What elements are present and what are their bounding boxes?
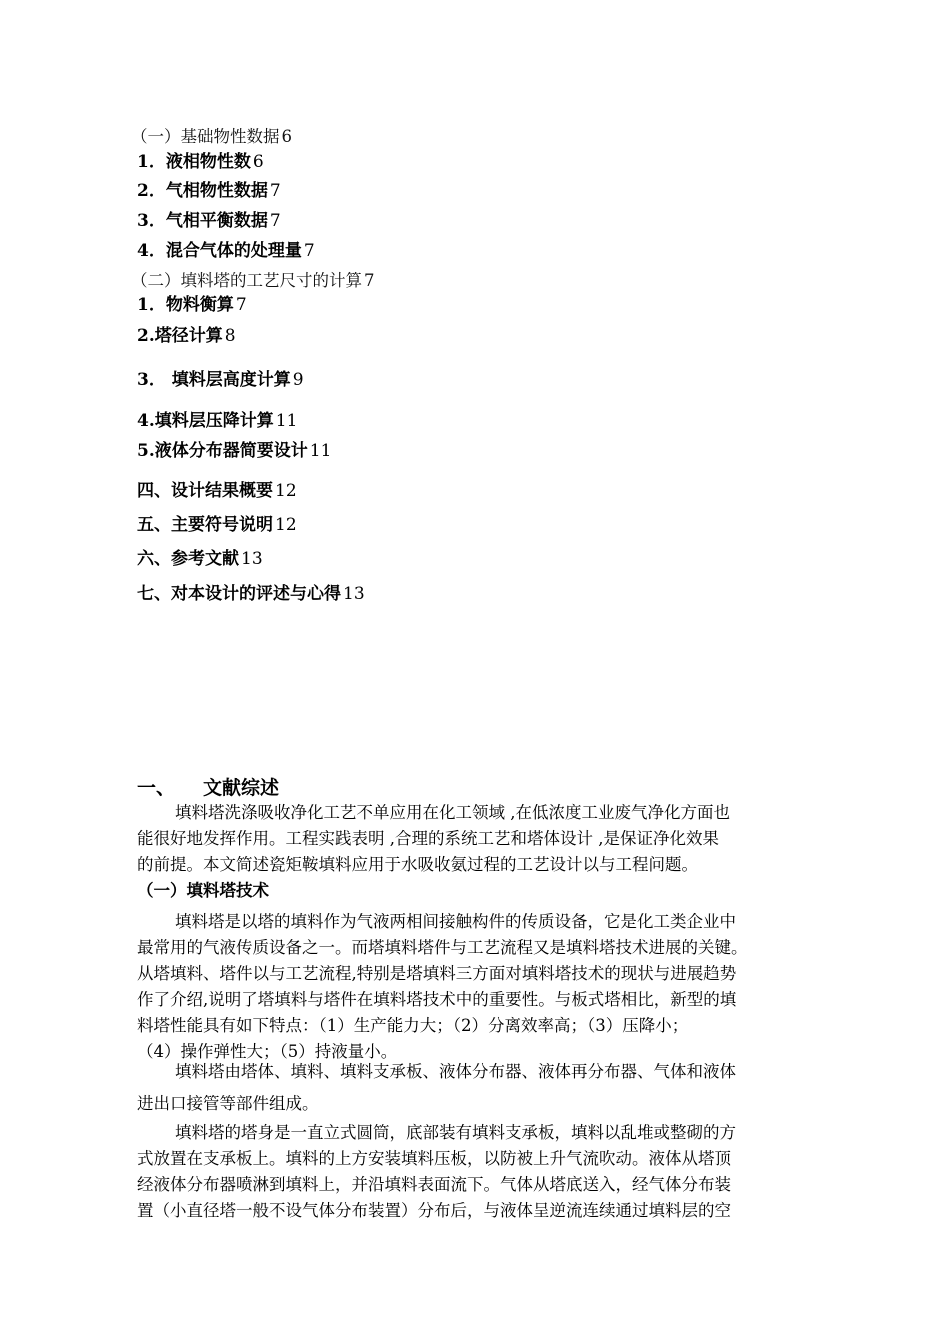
packed-tower-paragraph	[137, 909, 833, 1065]
intro-paragraph	[137, 800, 833, 878]
toc-page-number: 9	[292, 370, 304, 390]
toc-page-number: 13	[343, 584, 365, 604]
toc-page-number: 8	[224, 326, 236, 346]
paragraph-line: 的前提。本文简述瓷矩鞍填料应用于水吸收氨过程的工艺设计以与工程问题。	[137, 855, 698, 874]
toc-entry-liquid-properties[interactable]: 1．液相物性数 6	[137, 152, 264, 172]
section-title: 文献综述	[203, 777, 280, 799]
paragraph-line: 式放置在支承板上。填料的上方安装填料压板，以防被上升气流吹动。液体从塔顶	[137, 1149, 731, 1168]
toc-entry-liquid-distributor[interactable]: 5.液体分布器简要设计 11	[137, 441, 332, 461]
paragraph-line: 进出口接管等部件组成。	[137, 1094, 319, 1113]
toc-page-number: 6	[281, 127, 292, 146]
paragraph-line: 置（小直径塔一般不设气体分布装置）分布后，与液体呈逆流连续通过填料层的空	[137, 1201, 731, 1220]
toc-entry-gas-properties[interactable]: 2．气相物性数据 7	[137, 181, 281, 201]
tower-body-paragraph	[137, 1120, 833, 1224]
paragraph-line: 料塔性能具有如下特点：（1）生产能力大；（2）分离效率高；（3）压降小；	[137, 1016, 689, 1035]
toc-page-number: 13	[241, 549, 263, 569]
subsection-heading: （一）填料塔技术	[137, 881, 269, 900]
toc-page-number: 12	[275, 481, 297, 501]
toc-entry-gas-equilibrium[interactable]: 3．气相平衡数据 7	[137, 211, 281, 231]
toc-entry-review[interactable]: 七、对本设计的评述与心得 13	[137, 584, 365, 604]
paragraph-line: 最常用的气液传质设备之一。而塔填料塔件与工艺流程又是填料塔技术进展的关键。	[137, 938, 748, 957]
toc-page-number: 11	[309, 441, 332, 461]
section-heading	[137, 773, 279, 800]
toc-entry-references[interactable]: 六、参考文献 13	[137, 549, 263, 569]
toc-entry-gas-flow[interactable]: 4．混合气体的处理量 7	[137, 241, 315, 261]
paragraph-line: 填料塔由塔体、填料、填料支承板、液体分布器、液体再分布器、气体和液体	[175, 1062, 736, 1081]
toc-entry-design-summary[interactable]: 四、设计结果概要 12	[137, 481, 297, 501]
toc-entry-pressure-drop[interactable]: 4.填料层压降计算 11	[137, 411, 298, 431]
toc-page-number: 12	[275, 515, 297, 535]
paragraph-line: 作了介绍,说明了塔填料与塔件在填料塔技术中的重要性。与板式塔相比，新型的填	[137, 990, 737, 1009]
toc-page-number: 11	[275, 411, 298, 431]
paragraph-line: 经液体分布器喷淋到填料上，并沿填料表面流下。气体从塔底送入，经气体分布装	[137, 1175, 731, 1194]
paragraph-line: 填料塔洗涤吸收净化工艺不单应用在化工领域 ,在低浓度工业废气净化方面也	[175, 803, 730, 822]
paragraph-line: 填料塔是以塔的填料作为气液两相间接触构件的传质设备，它是化工类企业中	[175, 912, 736, 931]
toc-entry-basic-properties[interactable]: （一）基础物性数据 6	[131, 127, 292, 146]
paragraph-line: 能很好地发挥作用。工程实践表明 ,合理的系统工艺和塔体设计 ,是保证净化效果	[137, 829, 719, 848]
toc-entry-material-balance[interactable]: 1．物料衡算 7	[137, 295, 247, 315]
toc-page-number: 7	[303, 241, 315, 261]
toc-page-number: 7	[235, 295, 247, 315]
toc-entry-process-dimensions[interactable]: （二）填料塔的工艺尺寸的计算 7	[131, 271, 375, 290]
paragraph-line: 从塔填料、塔件以与工艺流程,特别是塔填料三方面对填料塔技术的现状与进展趋势	[137, 964, 737, 983]
toc-page-number: 6	[252, 152, 264, 172]
paragraph-line: （4）操作弹性大；（5）持液量小。	[137, 1042, 398, 1061]
paragraph-line: 填料塔的塔身是一直立式圆筒，底部装有填料支承板，填料以乱堆或整砌的方	[175, 1123, 736, 1142]
toc-page-number: 7	[269, 211, 281, 231]
toc-page-number: 7	[364, 271, 375, 290]
toc-entry-tower-diameter[interactable]: 2.塔径计算 8	[137, 326, 236, 346]
toc-page-number: 7	[269, 181, 281, 201]
components-paragraph	[137, 1059, 833, 1117]
toc-entry-packing-height[interactable]: 3． 填料层高度计算 9	[137, 370, 304, 390]
section-number: 一、	[137, 777, 176, 799]
toc-entry-symbols[interactable]: 五、主要符号说明 12	[137, 515, 297, 535]
